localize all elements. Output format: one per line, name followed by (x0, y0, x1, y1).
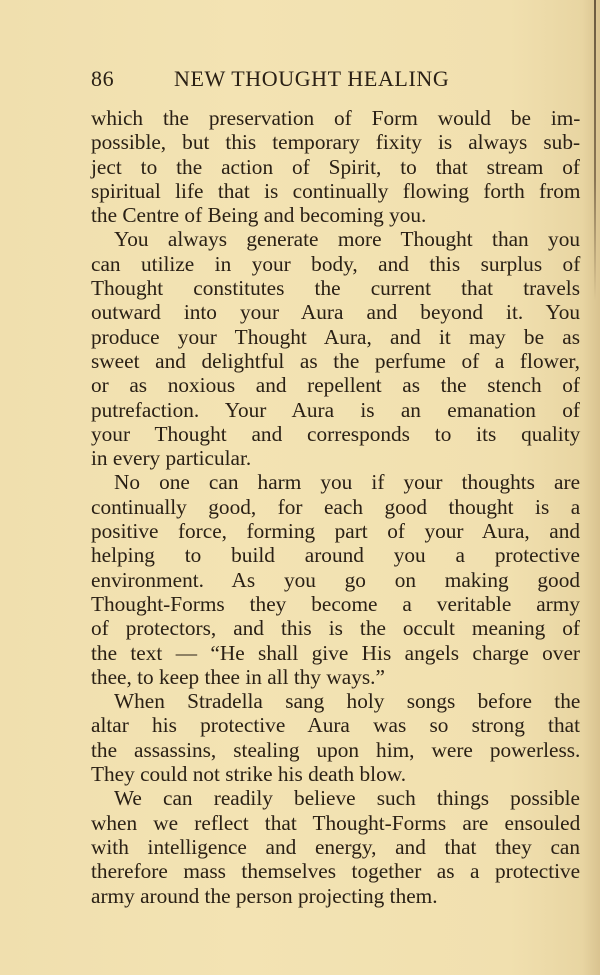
text-line: with intelligence and energy, and that they can (91, 834, 580, 859)
text-line: therefore mass themselves together as a protective (91, 859, 581, 884)
text-line: produce your Thought Aura, and it may be as (91, 324, 580, 349)
text-line: putrefaction. Your Aura is an emanation of (91, 397, 580, 422)
text-line: positive force, forming part of your Aura, and (91, 519, 580, 544)
text-line: possible, but this temporary fixity is always sub- (91, 130, 581, 155)
text-line: ject to the action of Spirit, to that stream of (91, 154, 580, 179)
text-line: No one can harm you if your thoughts are (114, 470, 581, 495)
page-edge-shadow (594, 0, 596, 300)
text-line: the assassins, stealing upon him, were powerless. (91, 737, 581, 762)
text-line: thee, to keep thee in all thy ways.” (91, 664, 385, 689)
text-line: or as noxious and repellent as the stench of (91, 373, 580, 398)
paragraph (91, 689, 580, 786)
text-line: outward into your Aura and beyond it. You (91, 300, 580, 325)
text-line: When Stradella sang holy songs before the (114, 689, 581, 714)
text-line: sweet and delightful as the perfume of a flower, (91, 348, 580, 373)
page-number: 86 (91, 66, 115, 91)
page-body (91, 106, 580, 908)
text-line: the text — “He shall give His angels charge over (91, 640, 580, 665)
text-line: in every particular. (91, 446, 252, 471)
paragraph (91, 786, 580, 907)
text-line: We can readily believe such things possible (114, 786, 580, 811)
text-line: which the preservation of Form would be im- (91, 106, 581, 130)
text-line: spiritual life that is continually flowing forth from (91, 178, 581, 203)
text-line: altar his protective Aura was so strong that (91, 713, 580, 738)
text-line: You always generate more Thought than you (114, 227, 580, 252)
text-line: They could not strike his death blow. (91, 762, 407, 787)
text-line: Thought-Forms they become a veritable army (91, 591, 580, 616)
text-line: of protectors, and this is the occult meaning of (91, 616, 580, 641)
paragraph (91, 106, 580, 227)
text-line: continually good, for each good thought is a (91, 494, 581, 519)
paragraph (91, 227, 580, 470)
text-line: environment. As you go on making good (91, 567, 580, 592)
text-line: Thought constitutes the current that travels (91, 276, 580, 301)
paragraph (91, 470, 580, 689)
text-line: when we reflect that Thought-Forms are ensouled (91, 810, 581, 835)
text-line: your Thought and corresponds to its quality (91, 421, 581, 446)
text-line: can utilize in your body, and this surplus of (91, 251, 581, 276)
running-title: NEW THOUGHT HEALING (174, 66, 450, 91)
text-line: army around the person projecting them. (91, 883, 438, 908)
text-line: the Centre of Being and becoming you. (91, 203, 427, 228)
text-line: helping to build around you a protective (91, 543, 580, 568)
